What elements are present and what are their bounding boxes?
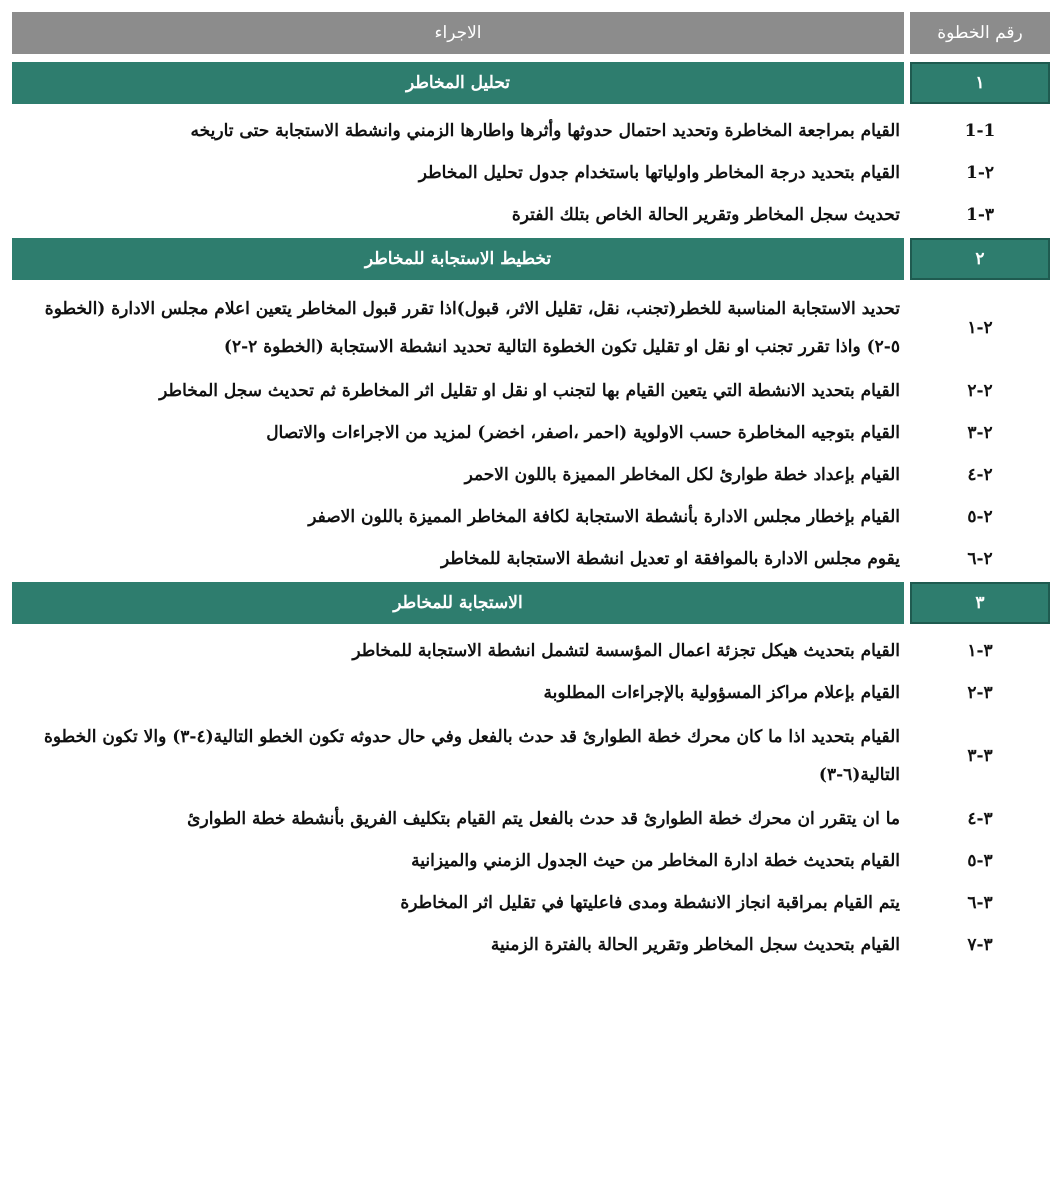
section-header-risk-analysis bbox=[12, 62, 1050, 104]
section-header-response-planning bbox=[12, 238, 1050, 280]
step-action: القيام بتحديد اذا ما كان محرك خطة الطوارئ قد حدث بالفعل وفي حال حدوثه تكون الخطو التالية(٤-٣) والا تكون الخطوة التالية(٦-٣) bbox=[43, 727, 900, 785]
step-number: ٣-١ bbox=[967, 641, 993, 661]
step-action: القيام بتحديث سجل المخاطر وتقرير الحالة بالفترة الزمنية bbox=[490, 935, 900, 955]
table-row bbox=[12, 194, 1050, 236]
step-action: تحديد الاستجابة المناسبة للخطر(تجنب، نقل، تقليل الاثر، قبول)اذا تقرر قبول المخاطر يتعين اعلام مجلس الادارة (الخطوة ٥-٢) واذا تقرر تجنب او نقل او تقليل تكون الخطوة التالية تحديد انشطة الاستجابة (الخطوة ٢-٢) bbox=[44, 299, 900, 357]
step-number: ٣-٧ bbox=[967, 935, 993, 955]
step-number: ٣-٣ bbox=[967, 746, 993, 766]
section-title: تحليل المخاطر bbox=[12, 62, 904, 104]
table-row bbox=[12, 454, 1050, 496]
table-row bbox=[12, 412, 1050, 454]
step-number: 1-٣ bbox=[965, 205, 995, 225]
table-row bbox=[12, 882, 1050, 924]
table-row bbox=[12, 714, 1050, 798]
step-action: القيام بتحديث هيكل تجزئة اعمال المؤسسة لتشمل انشطة الاستجابة للمخاطر bbox=[352, 641, 900, 661]
section-header-risk-response bbox=[12, 582, 1050, 624]
section-number: ١ bbox=[910, 62, 1050, 104]
step-number: ٢-١ bbox=[967, 318, 993, 338]
step-action: القيام بإعداد خطة طوارئ لكل المخاطر المميزة باللون الاحمر bbox=[464, 465, 900, 485]
step-number: ٢-٥ bbox=[967, 507, 993, 527]
step-action: القيام بتوجيه المخاطرة حسب الاولوية (احمر ،اصفر، اخضر) لمزيد من الاجراءات والاتصال bbox=[266, 423, 900, 443]
table-row bbox=[12, 672, 1050, 714]
step-number: 1-1 bbox=[964, 121, 996, 141]
step-action: القيام بتحديد الانشطة التي يتعين القيام بها لتجنب او نقل او تقليل اثر المخاطرة ثم تحديث سجل المخاطر bbox=[159, 381, 900, 401]
table-row bbox=[12, 538, 1050, 580]
section-number: ٣ bbox=[910, 582, 1050, 624]
step-number: ٢-٣ bbox=[967, 423, 993, 443]
table-row bbox=[12, 286, 1050, 370]
step-number: ٢-٢ bbox=[967, 381, 993, 401]
table-row bbox=[12, 110, 1050, 152]
table-header bbox=[12, 12, 1050, 54]
section-title: الاستجابة للمخاطر bbox=[12, 582, 904, 624]
step-number: ٢-٦ bbox=[967, 549, 993, 569]
section-number: ٢ bbox=[910, 238, 1050, 280]
step-number: ٣-٦ bbox=[967, 893, 993, 913]
table-row bbox=[12, 370, 1050, 412]
step-number: 1-٢ bbox=[965, 163, 995, 183]
table-row bbox=[12, 924, 1050, 966]
step-action: ما ان يتقرر ان محرك خطة الطوارئ قد حدث بالفعل يتم القيام بتكليف الفريق بأنشطة خطة الطوارئ bbox=[187, 809, 900, 829]
step-action: يقوم مجلس الادارة بالموافقة او تعديل انشطة الاستجابة للمخاطر bbox=[440, 549, 900, 569]
step-action: تحديث سجل المخاطر وتقرير الحالة الخاص بتلك الفترة bbox=[511, 205, 900, 225]
step-number: ٣-٥ bbox=[967, 851, 993, 871]
step-action: القيام بتحديث خطة ادارة المخاطر من حيث الجدول الزمني والميزانية bbox=[411, 851, 900, 871]
table-row bbox=[12, 496, 1050, 538]
table-row bbox=[12, 840, 1050, 882]
section-title: تخطيط الاستجابة للمخاطر bbox=[12, 238, 904, 280]
step-action: القيام بإخطار مجلس الادارة بأنشطة الاستجابة لكافة المخاطر المميزة باللون الاصفر bbox=[308, 507, 900, 527]
step-number: ٣-٢ bbox=[967, 683, 993, 703]
table-row bbox=[12, 798, 1050, 840]
step-number: ٣-٤ bbox=[967, 809, 993, 829]
step-action: القيام بمراجعة المخاطرة وتحديد احتمال حدوثها وأثرها واطارها الزمني وانشطة الاستجابة حتى تاريخه bbox=[190, 121, 900, 141]
procedure-table bbox=[12, 12, 1050, 966]
table-row bbox=[12, 152, 1050, 194]
step-action: يتم القيام بمراقبة انجاز الانشطة ومدى فاعليتها في تقليل اثر المخاطرة bbox=[400, 893, 900, 913]
step-number: ٢-٤ bbox=[967, 465, 993, 485]
header-action-column: الاجراء bbox=[12, 12, 904, 54]
step-action: القيام بإعلام مراكز المسؤولية بالإجراءات المطلوبة bbox=[543, 683, 900, 703]
step-action: القيام بتحديد درجة المخاطر واولياتها باستخدام جدول تحليل المخاطر bbox=[418, 163, 900, 183]
table-row bbox=[12, 630, 1050, 672]
header-step-column: رقم الخطوة bbox=[910, 12, 1050, 54]
